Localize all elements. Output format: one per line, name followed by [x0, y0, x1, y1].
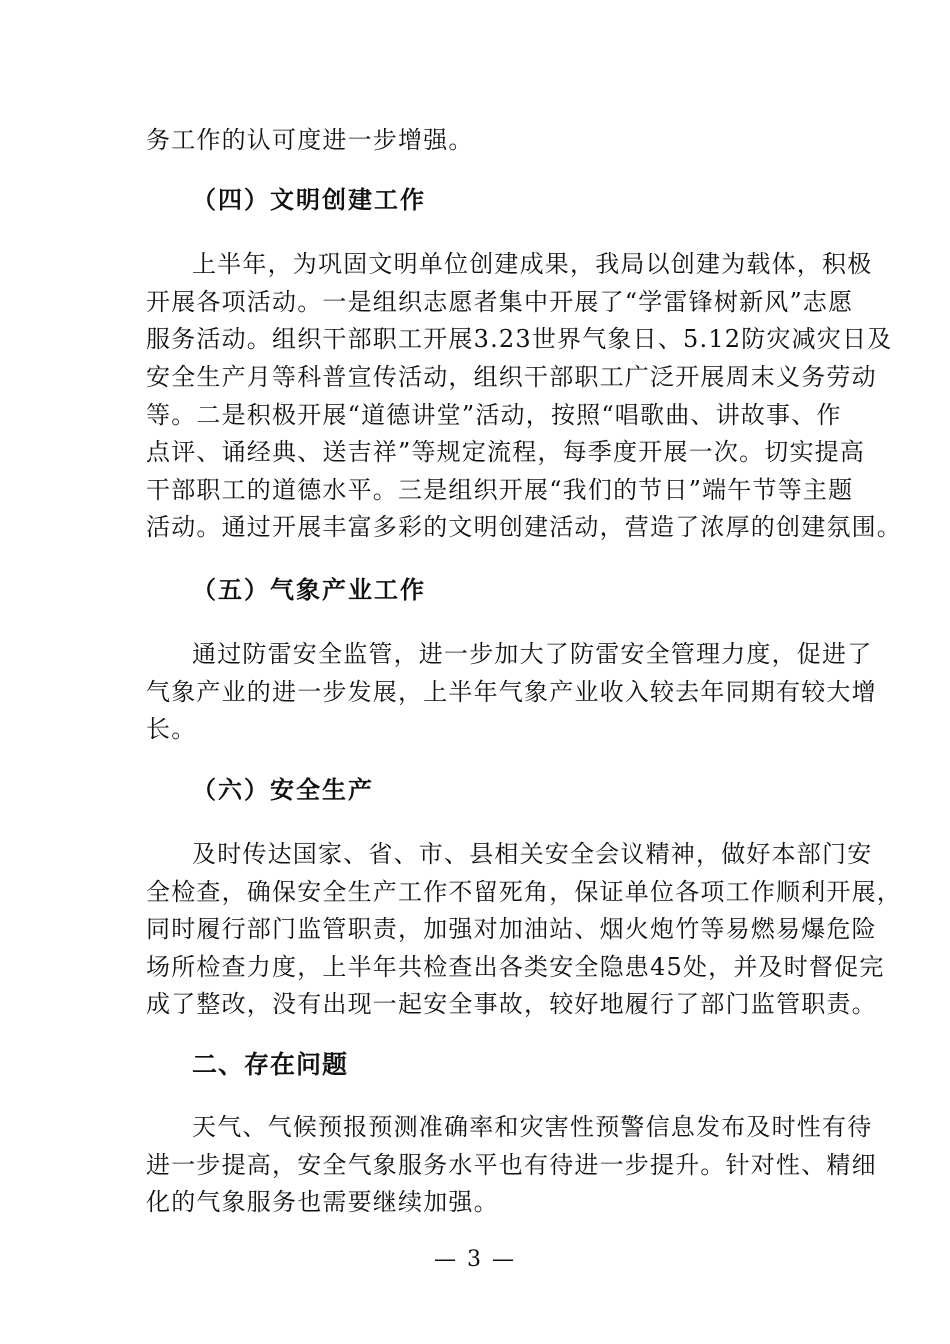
paragraph-line: 天气、气候预报预测准确率和灾害性预警信息发布及时性有待	[192, 1113, 873, 1141]
paragraph-line: 干部职工的道德水平。三是组织开展“我们的节日”端午节等主题	[146, 476, 854, 504]
paragraph-line: 务工作的认可度进一步增强。	[146, 126, 474, 154]
paragraph-line: 通过防雷安全监管，进一步加大了防雷安全管理力度，促进了	[192, 640, 873, 668]
paragraph-line: 成了整改，没有出现一起安全事故，较好地履行了部门监管职责。	[146, 990, 877, 1018]
paragraph-line: 开展各项活动。一是组织志愿者集中开展了“学雷锋树新风”志愿	[146, 288, 854, 316]
paragraph-line: 气象产业的进一步发展，上半年气象产业收入较去年同期有较大增	[146, 678, 877, 706]
page-number: — 3 —	[434, 1247, 516, 1272]
section-heading-problems: 二、存在问题	[192, 1050, 349, 1079]
paragraph-line: 活动。通过开展丰富多彩的文明创建活动，营造了浓厚的创建氛围。	[146, 513, 902, 541]
paragraph-line: 全检查，确保安全生产工作不留死角，保证单位各项工作顺利开展，	[146, 878, 902, 906]
paragraph-line: 等。二是积极开展“道德讲堂”活动，按照“唱歌曲、讲故事、作	[146, 401, 842, 429]
paragraph-line: 服务活动。组织干部职工开展3.23世界气象日、5.12防灾减灾日及	[146, 325, 893, 353]
paragraph-line: 进一步提高，安全气象服务水平也有待进一步提升。针对性、精细	[146, 1151, 877, 1179]
paragraph-line: 点评、诵经典、送吉祥”等规定流程，每季度开展一次。切实提高	[146, 438, 866, 466]
paragraph-line: 上半年，为巩固文明单位创建成果，我局以创建为载体，积极	[192, 250, 873, 278]
paragraph-line: 同时履行部门监管职责，加强对加油站、烟火炮竹等易燃易爆危险	[146, 915, 877, 943]
section-heading-civilization: （四）文明创建工作	[192, 186, 426, 214]
paragraph-line: 场所检查力度，上半年共检查出各类安全隐患45处，并及时督促完	[146, 953, 885, 981]
paragraph-line: 长。	[146, 715, 197, 743]
paragraph-line: 安全生产月等科普宣传活动，组织干部职工广泛开展周末义务劳动	[146, 363, 877, 391]
section-heading-industry: （五）气象产业工作	[192, 576, 426, 604]
section-heading-safety: （六）安全生产	[192, 776, 374, 804]
paragraph-line: 及时传达国家、省、市、县相关安全会议精神，做好本部门安	[192, 840, 873, 868]
paragraph-line: 化的气象服务也需要继续加强。	[146, 1188, 499, 1216]
